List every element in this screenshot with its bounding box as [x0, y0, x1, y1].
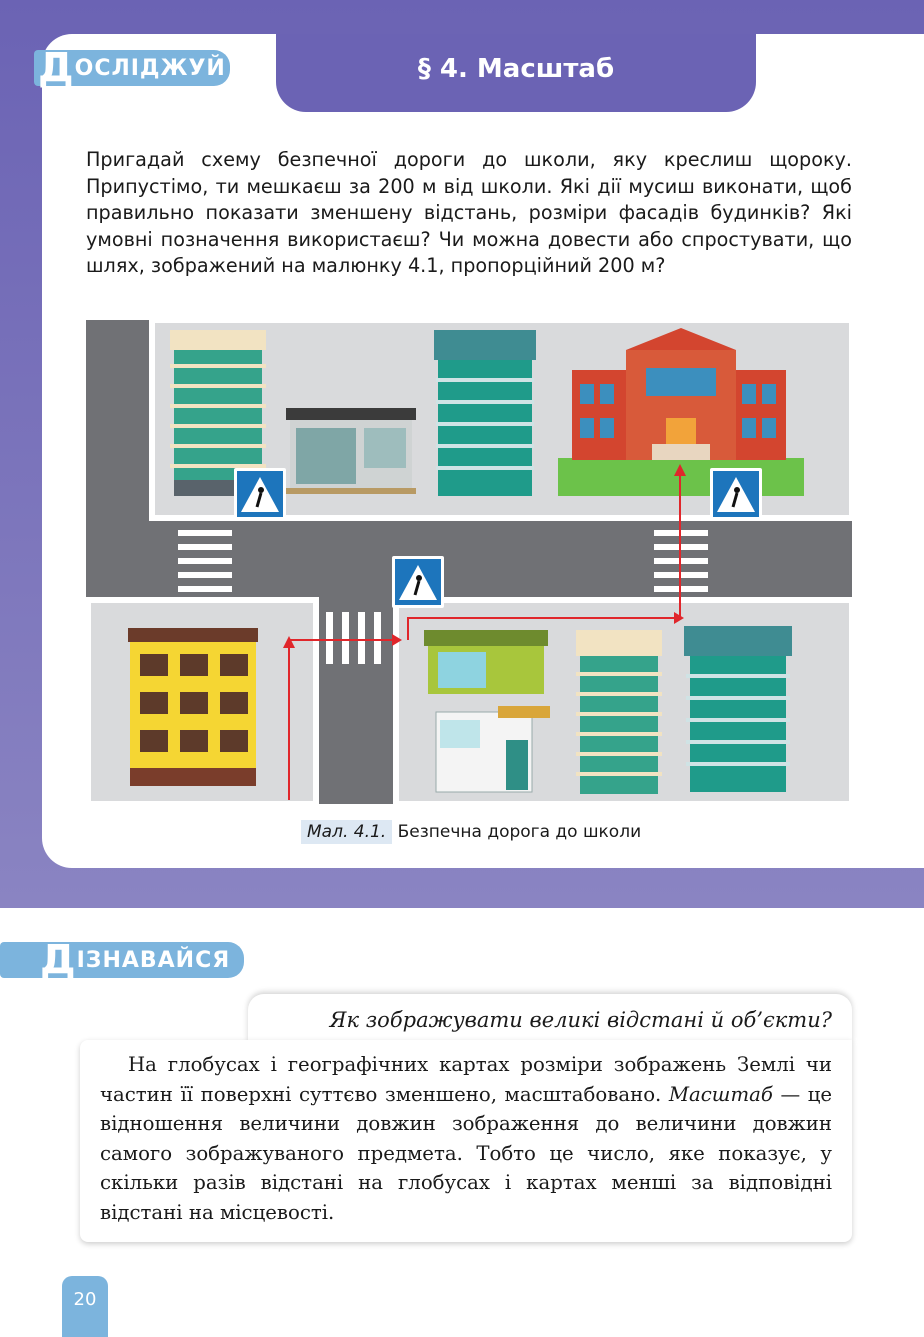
route-map: [86, 320, 852, 804]
section-question: Як зображувати великі відстані й об’єкти?: [329, 1008, 832, 1032]
caption-text: Безпечна дорога до школи: [397, 822, 642, 842]
term-scale: Масштаб: [668, 1082, 773, 1106]
tower-building-3: [576, 630, 662, 794]
shop-building: [286, 408, 416, 494]
page-number: 20: [62, 1276, 108, 1337]
definition-paragraph: На глобусах і географічних картах розміри зображень Землі чи частин її поверхні суттєво зменшено, масштабовано. Масштаб — це відношення величини довжин зображення до величини довжин самого зображуваного предмета. Тобто це число, яке показує, у скільки разів відстані на глобусах і картах менші за відповідні відстані на місцевості.: [100, 1053, 833, 1224]
pedestrian-sign-3: [710, 468, 762, 520]
page-title: § 4. Масштаб: [417, 54, 615, 84]
pedestrian-sign-1: [234, 468, 286, 520]
intro-paragraph: Пригадай схему безпечної дороги до школи, яку креслиш щороку. Припустімо, ти мешкаєш за 200 м від школи. Які дії мусиш виконати, щоб правильно показати зменшену відстань, розміри фасадів будинків? Які умовні позначення використаєш? Чи можна довести або спростувати, що шлях, зображений на малюнку 4.1, пропорційний 200 м?: [86, 148, 852, 278]
caption-number: Мал. 4.1.: [301, 820, 392, 844]
pedestrian-sign-2: [392, 556, 444, 608]
route-illustration: [86, 320, 852, 804]
tower-building-2: [434, 330, 536, 496]
green-store: [424, 630, 548, 694]
figure-caption: [301, 818, 641, 846]
tower-building-4: [684, 626, 792, 792]
apartment-building: [128, 628, 258, 786]
explore-badge: ДОСЛІДЖУЙ: [34, 50, 230, 86]
learn-badge: ДІЗНАВАЙСЯ: [0, 942, 244, 978]
